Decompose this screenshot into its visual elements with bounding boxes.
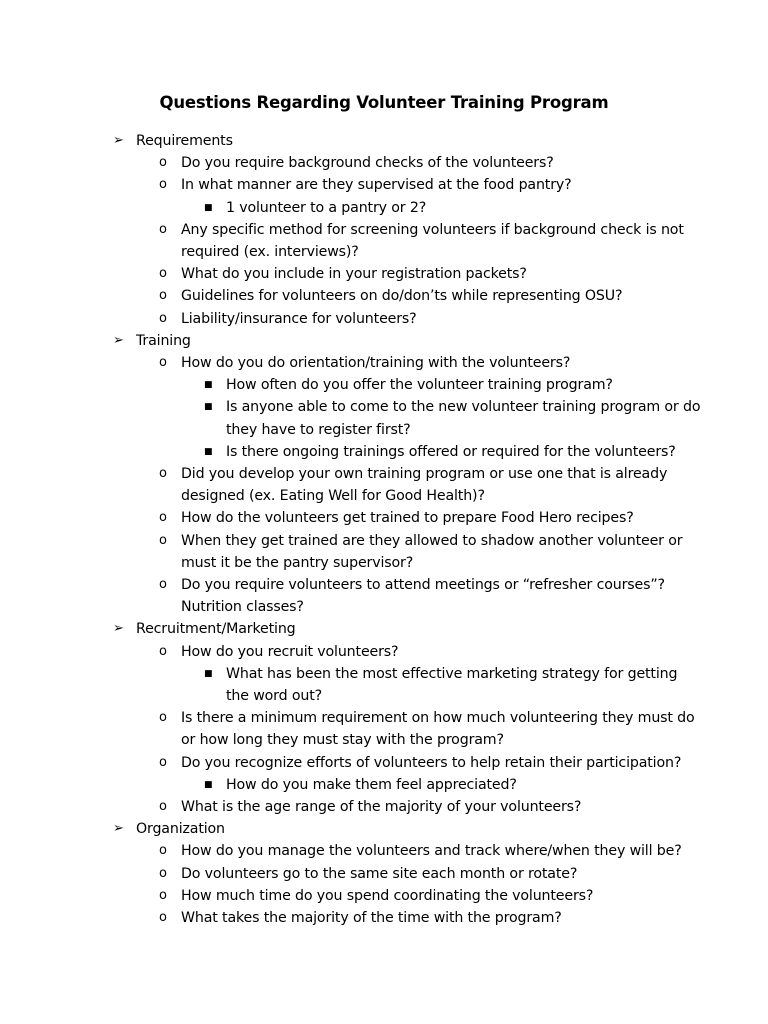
question-text: designed (ex. Eating Well for Good Health)? [181,488,485,505]
circle-bullet-icon: o [159,865,167,881]
question-text: the word out? [226,688,322,704]
circle-bullet-icon: o [159,754,167,770]
arrow-bullet-icon: ➢ [113,133,124,148]
circle-bullet-icon: o [159,466,167,481]
square-bullet-icon: ■ [204,202,213,213]
section-heading: Requirements [136,133,233,149]
arrow-bullet-icon: ➢ [113,821,124,837]
question-text: or how long they must stay with the program? [181,732,504,749]
square-bullet-icon: ■ [204,380,213,391]
question-text: In what manner are they supervised at the food pantry? [181,177,572,194]
circle-bullet-icon: o [159,799,167,814]
question-text: Did you develop your own training program or use one that is already [181,466,668,482]
square-bullet-icon: ■ [204,668,213,679]
question-text: required (ex. interviews)? [181,244,359,260]
circle-bullet-icon: o [159,288,167,304]
question-text: Is there a minimum requirement on how much volunteering they must do [181,710,695,727]
section-heading: Organization [136,821,225,838]
question-text: must it be the pantry supervisor? [181,554,414,571]
circle-bullet-icon: o [159,910,167,925]
question-text: What takes the majority of the time with the program? [181,910,562,926]
circle-bullet-icon: o [159,177,167,193]
circle-bullet-icon: o [159,710,167,726]
question-text: they have to register first? [226,421,411,438]
question-text: How do you make them feel appreciated? [226,776,517,793]
circle-bullet-icon: o [159,310,167,326]
question-text: How do you manage the volunteers and track where/when they will be? [181,843,682,860]
circle-bullet-icon: o [159,266,167,282]
question-text: How much time do you spend coordinating the volunteers? [181,887,594,904]
circle-bullet-icon: o [159,887,167,903]
question-text: How often do you offer the volunteer training program? [226,377,613,394]
question-text: Do you require background checks of the volunteers? [181,155,554,172]
circle-bullet-icon: o [159,221,167,237]
question-text: What is the age range of the majority of your volunteers? [181,799,582,815]
question-text: How do you recruit volunteers? [181,643,399,660]
square-bullet-icon: ■ [204,446,213,457]
square-bullet-icon: ■ [204,779,213,790]
question-text: Is there ongoing trainings offered or required for the volunteers? [226,443,676,460]
section-heading: Training [136,332,191,349]
question-text: Is anyone able to come to the new volunteer training program or do [226,399,701,416]
circle-bullet-icon: o [159,355,167,370]
question-text: How do the volunteers get trained to prepare Food Hero recipes? [181,510,634,527]
square-bullet-icon: ■ [204,402,213,413]
question-text: What has been the most effective marketing strategy for getting [226,665,678,682]
question-text: Any specific method for screening volunteers if background check is not [181,221,684,238]
question-text: How do you do orientation/training with the volunteers? [181,355,571,371]
question-text: Do volunteers go to the same site each month or rotate? [181,865,578,882]
arrow-bullet-icon: ➢ [113,621,124,637]
question-text: What do you include in your registration packets? [181,266,527,283]
question-text: When they get trained are they allowed to shadow another volunteer or [181,532,683,549]
document-title: Questions Regarding Volunteer Training Program [159,93,609,112]
question-text: Do you require volunteers to attend meetings or “refresher courses”? [181,577,665,593]
question-text: 1 volunteer to a pantry or 2? [226,199,427,216]
question-text: Do you recognize efforts of volunteers to help retain their participation? [181,754,682,771]
question-text: Liability/insurance for volunteers? [181,310,417,327]
circle-bullet-icon: o [159,510,167,526]
circle-bullet-icon: o [159,643,167,659]
circle-bullet-icon: o [159,843,167,859]
circle-bullet-icon: o [159,532,167,548]
section-heading: Recruitment/Marketing [136,621,296,638]
question-text: Guidelines for volunteers on do/don’ts while representing OSU? [181,288,623,305]
circle-bullet-icon: o [159,577,167,592]
arrow-bullet-icon: ➢ [113,332,124,348]
question-text: Nutrition classes? [181,599,304,616]
circle-bullet-icon: o [159,155,167,171]
